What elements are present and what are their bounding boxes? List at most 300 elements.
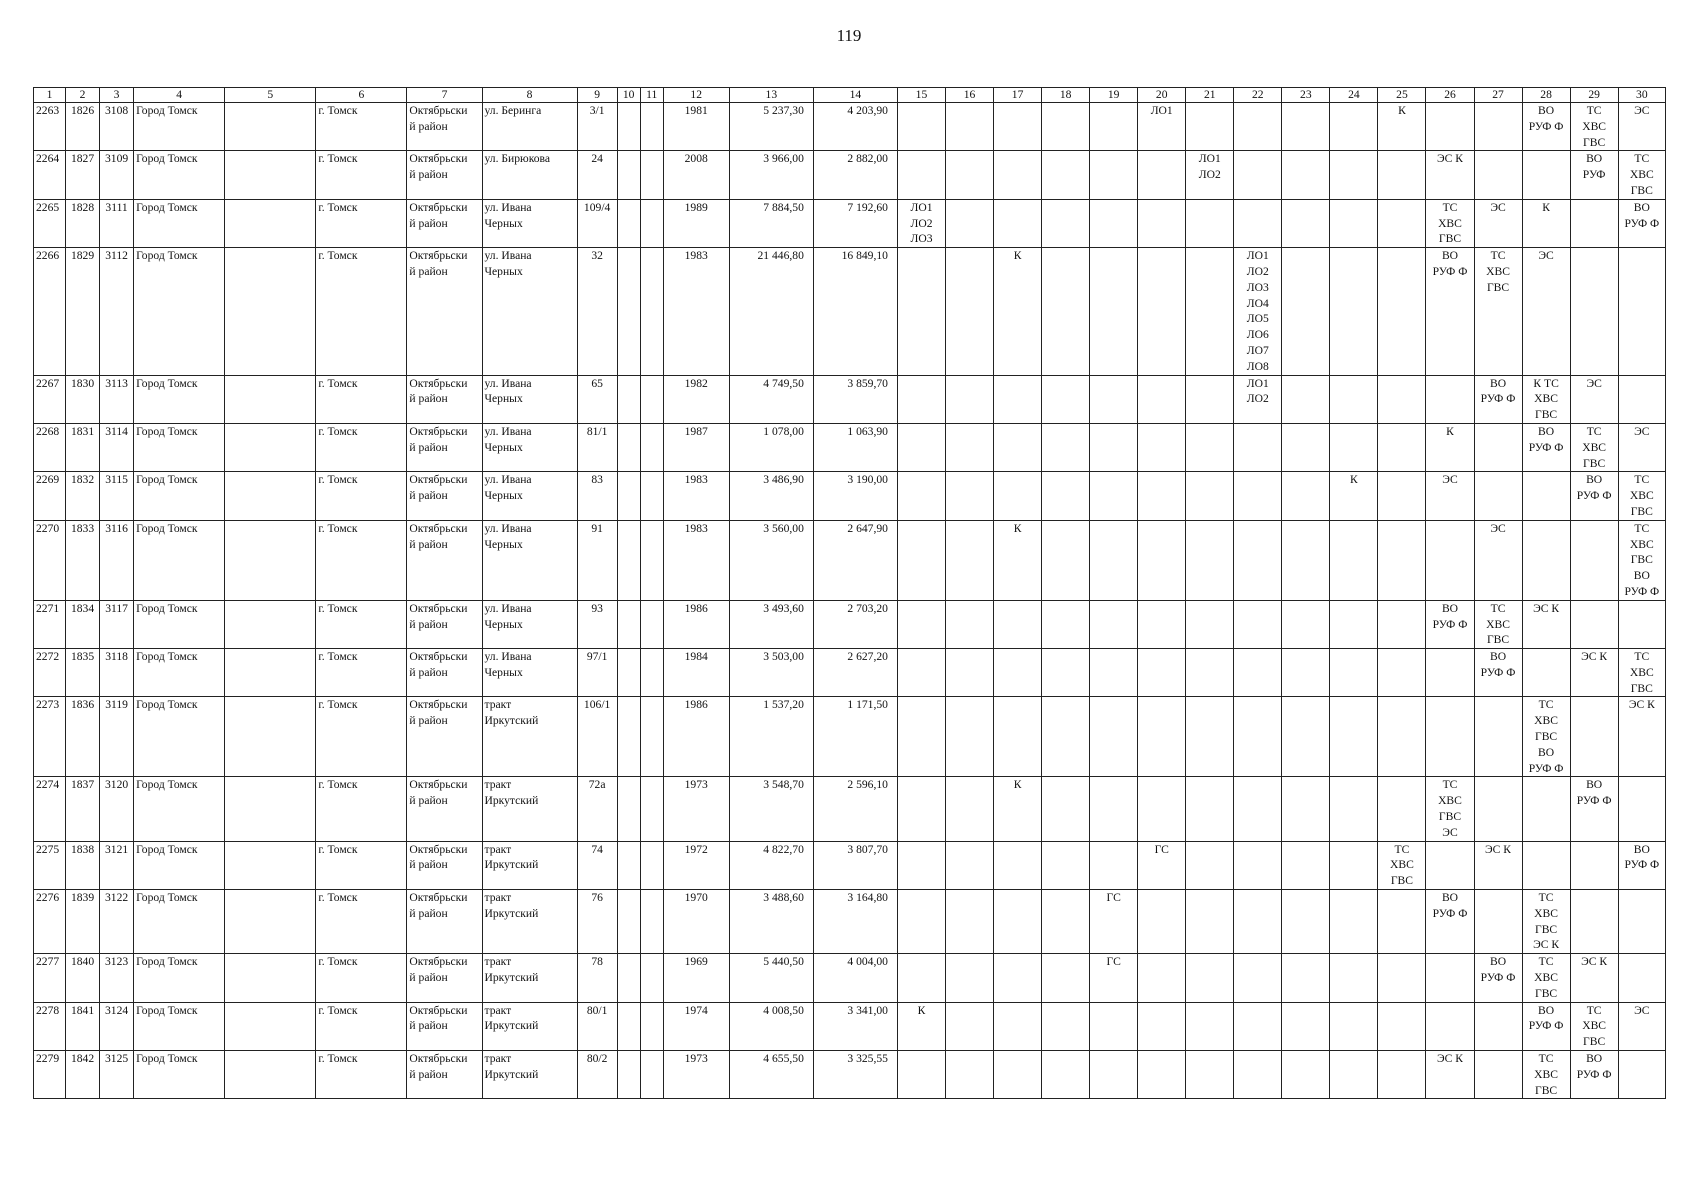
cell-col-16 [946, 649, 994, 697]
cell-col-6: г. Томск [316, 520, 407, 600]
cell-col-20: ГС [1138, 841, 1186, 889]
cell-col-29: ВО РУФ Ф [1570, 472, 1618, 520]
column-header-1: 1 [34, 88, 66, 103]
cell-col-6: г. Томск [316, 697, 407, 777]
cell-col-4: Город Томск [134, 954, 225, 1002]
cell-col-17 [994, 375, 1042, 423]
cell-col-1: 2273 [34, 697, 66, 777]
cell-col-14: 3 325,55 [813, 1051, 897, 1099]
cell-col-21 [1186, 954, 1234, 1002]
cell-col-13: 21 446,80 [729, 248, 813, 375]
cell-col-29: ВО РУФ Ф [1570, 1051, 1618, 1099]
cell-col-8: тракт Иркутский [482, 1002, 577, 1050]
cell-col-20 [1138, 954, 1186, 1002]
cell-col-5 [225, 520, 316, 600]
cell-col-21 [1186, 103, 1234, 151]
cell-col-2: 1827 [66, 151, 100, 199]
cell-col-20 [1138, 777, 1186, 841]
cell-col-8: ул. Ивана Черных [482, 520, 577, 600]
cell-col-3: 3112 [100, 248, 134, 375]
cell-col-3: 3121 [100, 841, 134, 889]
cell-col-20 [1138, 520, 1186, 600]
cell-col-30 [1618, 1051, 1665, 1099]
column-header-5: 5 [225, 88, 316, 103]
cell-col-12: 1972 [663, 841, 729, 889]
column-header-6: 6 [316, 88, 407, 103]
cell-col-17 [994, 423, 1042, 471]
cell-col-23 [1282, 103, 1330, 151]
cell-col-1: 2264 [34, 151, 66, 199]
column-header-14: 14 [813, 88, 897, 103]
cell-col-8: ул. Ивана Черных [482, 472, 577, 520]
column-header-17: 17 [994, 88, 1042, 103]
cell-col-20 [1138, 890, 1186, 954]
cell-col-20 [1138, 1002, 1186, 1050]
cell-col-7: Октябрьски й район [407, 1051, 482, 1099]
cell-col-16 [946, 151, 994, 199]
cell-col-12: 1987 [663, 423, 729, 471]
cell-col-10 [617, 890, 640, 954]
cell-col-6: г. Томск [316, 890, 407, 954]
cell-col-16 [946, 248, 994, 375]
table-row [34, 1002, 1666, 1050]
cell-col-19 [1090, 199, 1138, 247]
cell-col-24 [1330, 841, 1378, 889]
cell-col-10 [617, 423, 640, 471]
cell-col-19 [1090, 520, 1138, 600]
cell-col-15 [897, 423, 945, 471]
cell-col-5 [225, 423, 316, 471]
cell-col-22 [1234, 649, 1282, 697]
cell-col-15 [897, 375, 945, 423]
cell-col-12: 1982 [663, 375, 729, 423]
cell-col-24: К [1330, 472, 1378, 520]
cell-col-23 [1282, 841, 1330, 889]
cell-col-15 [897, 1051, 945, 1099]
cell-col-19 [1090, 777, 1138, 841]
cell-col-13: 3 488,60 [729, 890, 813, 954]
cell-col-24 [1330, 151, 1378, 199]
cell-col-4: Город Томск [134, 1002, 225, 1050]
cell-col-11 [640, 697, 663, 777]
cell-col-21 [1186, 375, 1234, 423]
cell-col-25 [1378, 248, 1426, 375]
cell-col-12: 1983 [663, 520, 729, 600]
cell-col-24 [1330, 375, 1378, 423]
cell-col-13: 7 884,50 [729, 199, 813, 247]
cell-col-6: г. Томск [316, 423, 407, 471]
cell-col-13: 3 503,00 [729, 649, 813, 697]
cell-col-9: 81/1 [577, 423, 617, 471]
cell-col-6: г. Томск [316, 248, 407, 375]
cell-col-26 [1426, 841, 1474, 889]
cell-col-27 [1474, 423, 1522, 471]
cell-col-30 [1618, 890, 1665, 954]
cell-col-9: 74 [577, 841, 617, 889]
cell-col-4: Город Томск [134, 375, 225, 423]
cell-col-7: Октябрьски й район [407, 375, 482, 423]
cell-col-1: 2265 [34, 199, 66, 247]
cell-col-22 [1234, 199, 1282, 247]
cell-col-25 [1378, 777, 1426, 841]
cell-col-14: 7 192,60 [813, 199, 897, 247]
cell-col-22 [1234, 841, 1282, 889]
cell-col-2: 1831 [66, 423, 100, 471]
cell-col-5 [225, 841, 316, 889]
cell-col-10 [617, 600, 640, 648]
cell-col-19 [1090, 1051, 1138, 1099]
cell-col-16 [946, 841, 994, 889]
cell-col-2: 1828 [66, 199, 100, 247]
cell-col-13: 4 749,50 [729, 375, 813, 423]
column-header-8: 8 [482, 88, 577, 103]
cell-col-7: Октябрьски й район [407, 199, 482, 247]
cell-col-20 [1138, 1051, 1186, 1099]
cell-col-23 [1282, 777, 1330, 841]
cell-col-18 [1042, 954, 1090, 1002]
cell-col-8: тракт Иркутский [482, 954, 577, 1002]
cell-col-14: 2 882,00 [813, 151, 897, 199]
cell-col-12: 1970 [663, 890, 729, 954]
cell-col-5 [225, 697, 316, 777]
cell-col-17 [994, 199, 1042, 247]
cell-col-28 [1522, 841, 1570, 889]
column-header-29: 29 [1570, 88, 1618, 103]
cell-col-21 [1186, 777, 1234, 841]
cell-col-28 [1522, 472, 1570, 520]
cell-col-22 [1234, 472, 1282, 520]
cell-col-15 [897, 649, 945, 697]
cell-col-21 [1186, 248, 1234, 375]
cell-col-1: 2275 [34, 841, 66, 889]
cell-col-22 [1234, 103, 1282, 151]
cell-col-16 [946, 472, 994, 520]
cell-col-18 [1042, 151, 1090, 199]
cell-col-24 [1330, 1051, 1378, 1099]
cell-col-16 [946, 600, 994, 648]
cell-col-5 [225, 151, 316, 199]
cell-col-11 [640, 375, 663, 423]
cell-col-12: 1974 [663, 1002, 729, 1050]
cell-col-7: Октябрьски й район [407, 649, 482, 697]
cell-col-2: 1832 [66, 472, 100, 520]
cell-col-28: ЭС [1522, 248, 1570, 375]
cell-col-24 [1330, 649, 1378, 697]
cell-col-24 [1330, 248, 1378, 375]
cell-col-10 [617, 1002, 640, 1050]
cell-col-15 [897, 841, 945, 889]
cell-col-2: 1842 [66, 1051, 100, 1099]
cell-col-9: 93 [577, 600, 617, 648]
cell-col-25 [1378, 472, 1426, 520]
cell-col-13: 3 966,00 [729, 151, 813, 199]
cell-col-18 [1042, 697, 1090, 777]
cell-col-1: 2277 [34, 954, 66, 1002]
table-row [34, 890, 1666, 954]
cell-col-4: Город Томск [134, 423, 225, 471]
table-row [34, 841, 1666, 889]
cell-col-1: 2274 [34, 777, 66, 841]
table-row [34, 777, 1666, 841]
column-header-20: 20 [1138, 88, 1186, 103]
cell-col-15 [897, 472, 945, 520]
cell-col-1: 2263 [34, 103, 66, 151]
cell-col-9: 3/1 [577, 103, 617, 151]
cell-col-6: г. Томск [316, 151, 407, 199]
cell-col-9: 91 [577, 520, 617, 600]
cell-col-8: тракт Иркутский [482, 697, 577, 777]
cell-col-27 [1474, 777, 1522, 841]
cell-col-25 [1378, 954, 1426, 1002]
cell-col-21 [1186, 199, 1234, 247]
cell-col-15 [897, 697, 945, 777]
cell-col-14: 1 171,50 [813, 697, 897, 777]
cell-col-14: 2 596,10 [813, 777, 897, 841]
cell-col-22: ЛО1 ЛО2 ЛО3 ЛО4 ЛО5 ЛО6 ЛО7 ЛО8 [1234, 248, 1282, 375]
cell-col-11 [640, 199, 663, 247]
cell-col-9: 76 [577, 890, 617, 954]
cell-col-28: ВО РУФ Ф [1522, 103, 1570, 151]
cell-col-1: 2266 [34, 248, 66, 375]
cell-col-27 [1474, 697, 1522, 777]
cell-col-12: 1981 [663, 103, 729, 151]
cell-col-11 [640, 841, 663, 889]
cell-col-20 [1138, 697, 1186, 777]
cell-col-28: К ТС ХВС ГВС [1522, 375, 1570, 423]
cell-col-28: ТС ХВС ГВС ВО РУФ Ф [1522, 697, 1570, 777]
cell-col-28 [1522, 649, 1570, 697]
cell-col-17: К [994, 248, 1042, 375]
cell-col-20 [1138, 423, 1186, 471]
cell-col-17 [994, 600, 1042, 648]
cell-col-11 [640, 890, 663, 954]
cell-col-11 [640, 103, 663, 151]
cell-col-10 [617, 472, 640, 520]
cell-col-20 [1138, 375, 1186, 423]
cell-col-1: 2271 [34, 600, 66, 648]
cell-col-11 [640, 423, 663, 471]
cell-col-22 [1234, 1051, 1282, 1099]
cell-col-21 [1186, 1002, 1234, 1050]
table-row [34, 375, 1666, 423]
cell-col-12: 1983 [663, 472, 729, 520]
cell-col-25 [1378, 1051, 1426, 1099]
cell-col-8: ул. Бирюкова [482, 151, 577, 199]
cell-col-21 [1186, 423, 1234, 471]
cell-col-18 [1042, 423, 1090, 471]
cell-col-5 [225, 777, 316, 841]
cell-col-5 [225, 375, 316, 423]
cell-col-4: Город Томск [134, 777, 225, 841]
cell-col-15 [897, 248, 945, 375]
cell-col-17 [994, 1051, 1042, 1099]
cell-col-9: 106/1 [577, 697, 617, 777]
column-header-2: 2 [66, 88, 100, 103]
cell-col-15: ЛО1 ЛО2 ЛО3 [897, 199, 945, 247]
cell-col-10 [617, 649, 640, 697]
cell-col-29 [1570, 520, 1618, 600]
cell-col-14: 2 627,20 [813, 649, 897, 697]
cell-col-2: 1836 [66, 697, 100, 777]
cell-col-18 [1042, 248, 1090, 375]
cell-col-6: г. Томск [316, 103, 407, 151]
cell-col-6: г. Томск [316, 1002, 407, 1050]
cell-col-5 [225, 248, 316, 375]
cell-col-19 [1090, 103, 1138, 151]
cell-col-27: ВО РУФ Ф [1474, 954, 1522, 1002]
cell-col-3: 3122 [100, 890, 134, 954]
cell-col-28: ТС ХВС ГВС [1522, 954, 1570, 1002]
cell-col-10 [617, 954, 640, 1002]
cell-col-3: 3123 [100, 954, 134, 1002]
cell-col-12: 1986 [663, 600, 729, 648]
cell-col-12: 1969 [663, 954, 729, 1002]
cell-col-11 [640, 649, 663, 697]
cell-col-4: Город Томск [134, 520, 225, 600]
cell-col-16 [946, 375, 994, 423]
cell-col-8: ул. Ивана Черных [482, 375, 577, 423]
table-row [34, 649, 1666, 697]
cell-col-2: 1840 [66, 954, 100, 1002]
cell-col-15 [897, 777, 945, 841]
cell-col-30 [1618, 600, 1665, 648]
cell-col-7: Октябрьски й район [407, 103, 482, 151]
cell-col-25 [1378, 423, 1426, 471]
cell-col-2: 1837 [66, 777, 100, 841]
cell-col-24 [1330, 697, 1378, 777]
cell-col-21 [1186, 841, 1234, 889]
cell-col-14: 3 859,70 [813, 375, 897, 423]
cell-col-3: 3120 [100, 777, 134, 841]
cell-col-22: ЛО1 ЛО2 [1234, 375, 1282, 423]
cell-col-9: 72а [577, 777, 617, 841]
cell-col-22 [1234, 697, 1282, 777]
cell-col-24 [1330, 520, 1378, 600]
cell-col-1: 2278 [34, 1002, 66, 1050]
cell-col-17 [994, 649, 1042, 697]
table-row [34, 600, 1666, 648]
cell-col-10 [617, 1051, 640, 1099]
cell-col-22 [1234, 890, 1282, 954]
column-header-28: 28 [1522, 88, 1570, 103]
cell-col-28 [1522, 777, 1570, 841]
column-header-16: 16 [946, 88, 994, 103]
cell-col-23 [1282, 248, 1330, 375]
cell-col-27: ВО РУФ Ф [1474, 649, 1522, 697]
cell-col-10 [617, 151, 640, 199]
cell-col-2: 1838 [66, 841, 100, 889]
cell-col-15 [897, 600, 945, 648]
cell-col-18 [1042, 841, 1090, 889]
cell-col-7: Октябрьски й район [407, 600, 482, 648]
cell-col-29: ТС ХВС ГВС [1570, 1002, 1618, 1050]
cell-col-23 [1282, 600, 1330, 648]
column-header-21: 21 [1186, 88, 1234, 103]
cell-col-6: г. Томск [316, 1051, 407, 1099]
cell-col-23 [1282, 1051, 1330, 1099]
cell-col-6: г. Томск [316, 777, 407, 841]
column-header-15: 15 [897, 88, 945, 103]
cell-col-21 [1186, 649, 1234, 697]
cell-col-20 [1138, 472, 1186, 520]
housing-register-table [33, 87, 1666, 1099]
cell-col-27 [1474, 472, 1522, 520]
cell-col-27: ТС ХВС ГВС [1474, 600, 1522, 648]
cell-col-8: ул. Беринга [482, 103, 577, 151]
cell-col-14: 16 849,10 [813, 248, 897, 375]
cell-col-5 [225, 649, 316, 697]
cell-col-24 [1330, 103, 1378, 151]
cell-col-15 [897, 103, 945, 151]
cell-col-30: ЭС [1618, 423, 1665, 471]
cell-col-18 [1042, 600, 1090, 648]
cell-col-4: Город Томск [134, 248, 225, 375]
cell-col-8: тракт Иркутский [482, 1051, 577, 1099]
cell-col-21 [1186, 520, 1234, 600]
cell-col-27 [1474, 890, 1522, 954]
cell-col-17 [994, 151, 1042, 199]
cell-col-22 [1234, 600, 1282, 648]
cell-col-2: 1834 [66, 600, 100, 648]
cell-col-22 [1234, 520, 1282, 600]
cell-col-8: ул. Ивана Черных [482, 248, 577, 375]
column-header-13: 13 [729, 88, 813, 103]
column-header-24: 24 [1330, 88, 1378, 103]
cell-col-17 [994, 1002, 1042, 1050]
cell-col-22 [1234, 151, 1282, 199]
cell-col-13: 5 440,50 [729, 954, 813, 1002]
cell-col-17 [994, 841, 1042, 889]
cell-col-25 [1378, 890, 1426, 954]
column-header-18: 18 [1042, 88, 1090, 103]
cell-col-25 [1378, 1002, 1426, 1050]
cell-col-30: ВО РУФ Ф [1618, 841, 1665, 889]
cell-col-26: ВО РУФ Ф [1426, 248, 1474, 375]
cell-col-2: 1830 [66, 375, 100, 423]
cell-col-23 [1282, 199, 1330, 247]
cell-col-26: ВО РУФ Ф [1426, 600, 1474, 648]
cell-col-26: ТС ХВС ГВС [1426, 199, 1474, 247]
page-number: 119 [836, 26, 862, 45]
cell-col-12: 1984 [663, 649, 729, 697]
cell-col-19 [1090, 649, 1138, 697]
cell-col-8: тракт Иркутский [482, 841, 577, 889]
cell-col-14: 4 004,00 [813, 954, 897, 1002]
cell-col-30: ТС ХВС ГВС [1618, 151, 1665, 199]
column-header-23: 23 [1282, 88, 1330, 103]
cell-col-18 [1042, 472, 1090, 520]
cell-col-16 [946, 697, 994, 777]
cell-col-6: г. Томск [316, 375, 407, 423]
cell-col-17 [994, 472, 1042, 520]
cell-col-24 [1330, 890, 1378, 954]
cell-col-21 [1186, 472, 1234, 520]
cell-col-25 [1378, 697, 1426, 777]
cell-col-3: 3113 [100, 375, 134, 423]
cell-col-21 [1186, 1051, 1234, 1099]
cell-col-1: 2276 [34, 890, 66, 954]
cell-col-1: 2270 [34, 520, 66, 600]
cell-col-11 [640, 1002, 663, 1050]
cell-col-27: ТС ХВС ГВС [1474, 248, 1522, 375]
cell-col-15 [897, 151, 945, 199]
column-header-25: 25 [1378, 88, 1426, 103]
column-header-30: 30 [1618, 88, 1665, 103]
cell-col-26: К [1426, 423, 1474, 471]
cell-col-3: 3125 [100, 1051, 134, 1099]
cell-col-9: 97/1 [577, 649, 617, 697]
cell-col-5 [225, 103, 316, 151]
